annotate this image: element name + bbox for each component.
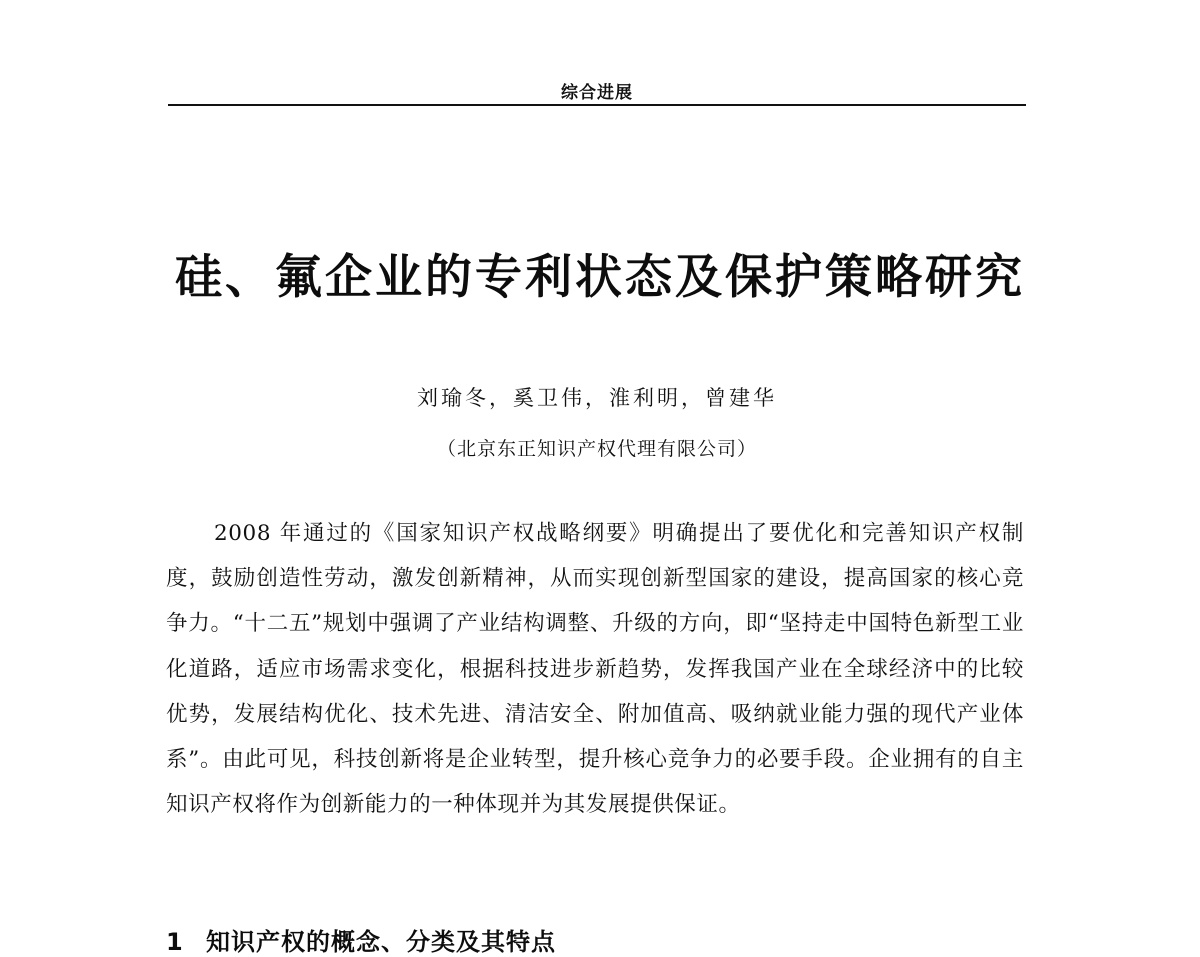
- author-list: 刘瑜冬，奚卫伟，淮利明，曾建华: [417, 386, 777, 410]
- paper-title: 硅、氟企业的专利状态及保护策略研究: [175, 250, 1025, 305]
- header-rule: [168, 104, 1026, 106]
- running-header: 综合进展: [561, 83, 633, 103]
- section-number: 1: [166, 928, 184, 956]
- body-paragraph: 2008 年通过的《国家知识产权战略纲要》明确提出了要优化和完善知识产权制度，鼓励创造性劳动，激发创新精神，从而实现创新型国家的建设，提高国家的核心竞争力。“十二五”规划中强调了产业结构调整、升级的方向，即“坚持走中国特色新型工业化道路，适应市场需求变化，根据科技进步新趋势，发挥我国产业在全球经济中的比较优势，发展结构优化、技术先进、清洁安全、附加值高、吸纳就业能力强的现代产业体系”。由此可见，科技创新将是企业转型，提升核心竞争力的必要手段。企业拥有的自主知识产权将作为创新能力的一种体现并为其发展提供保证。: [166, 521, 1024, 818]
- section-title: 知识产权的概念、分类及其特点: [206, 928, 556, 956]
- author-affiliation: （北京东正知识产权代理有限公司）: [436, 438, 757, 460]
